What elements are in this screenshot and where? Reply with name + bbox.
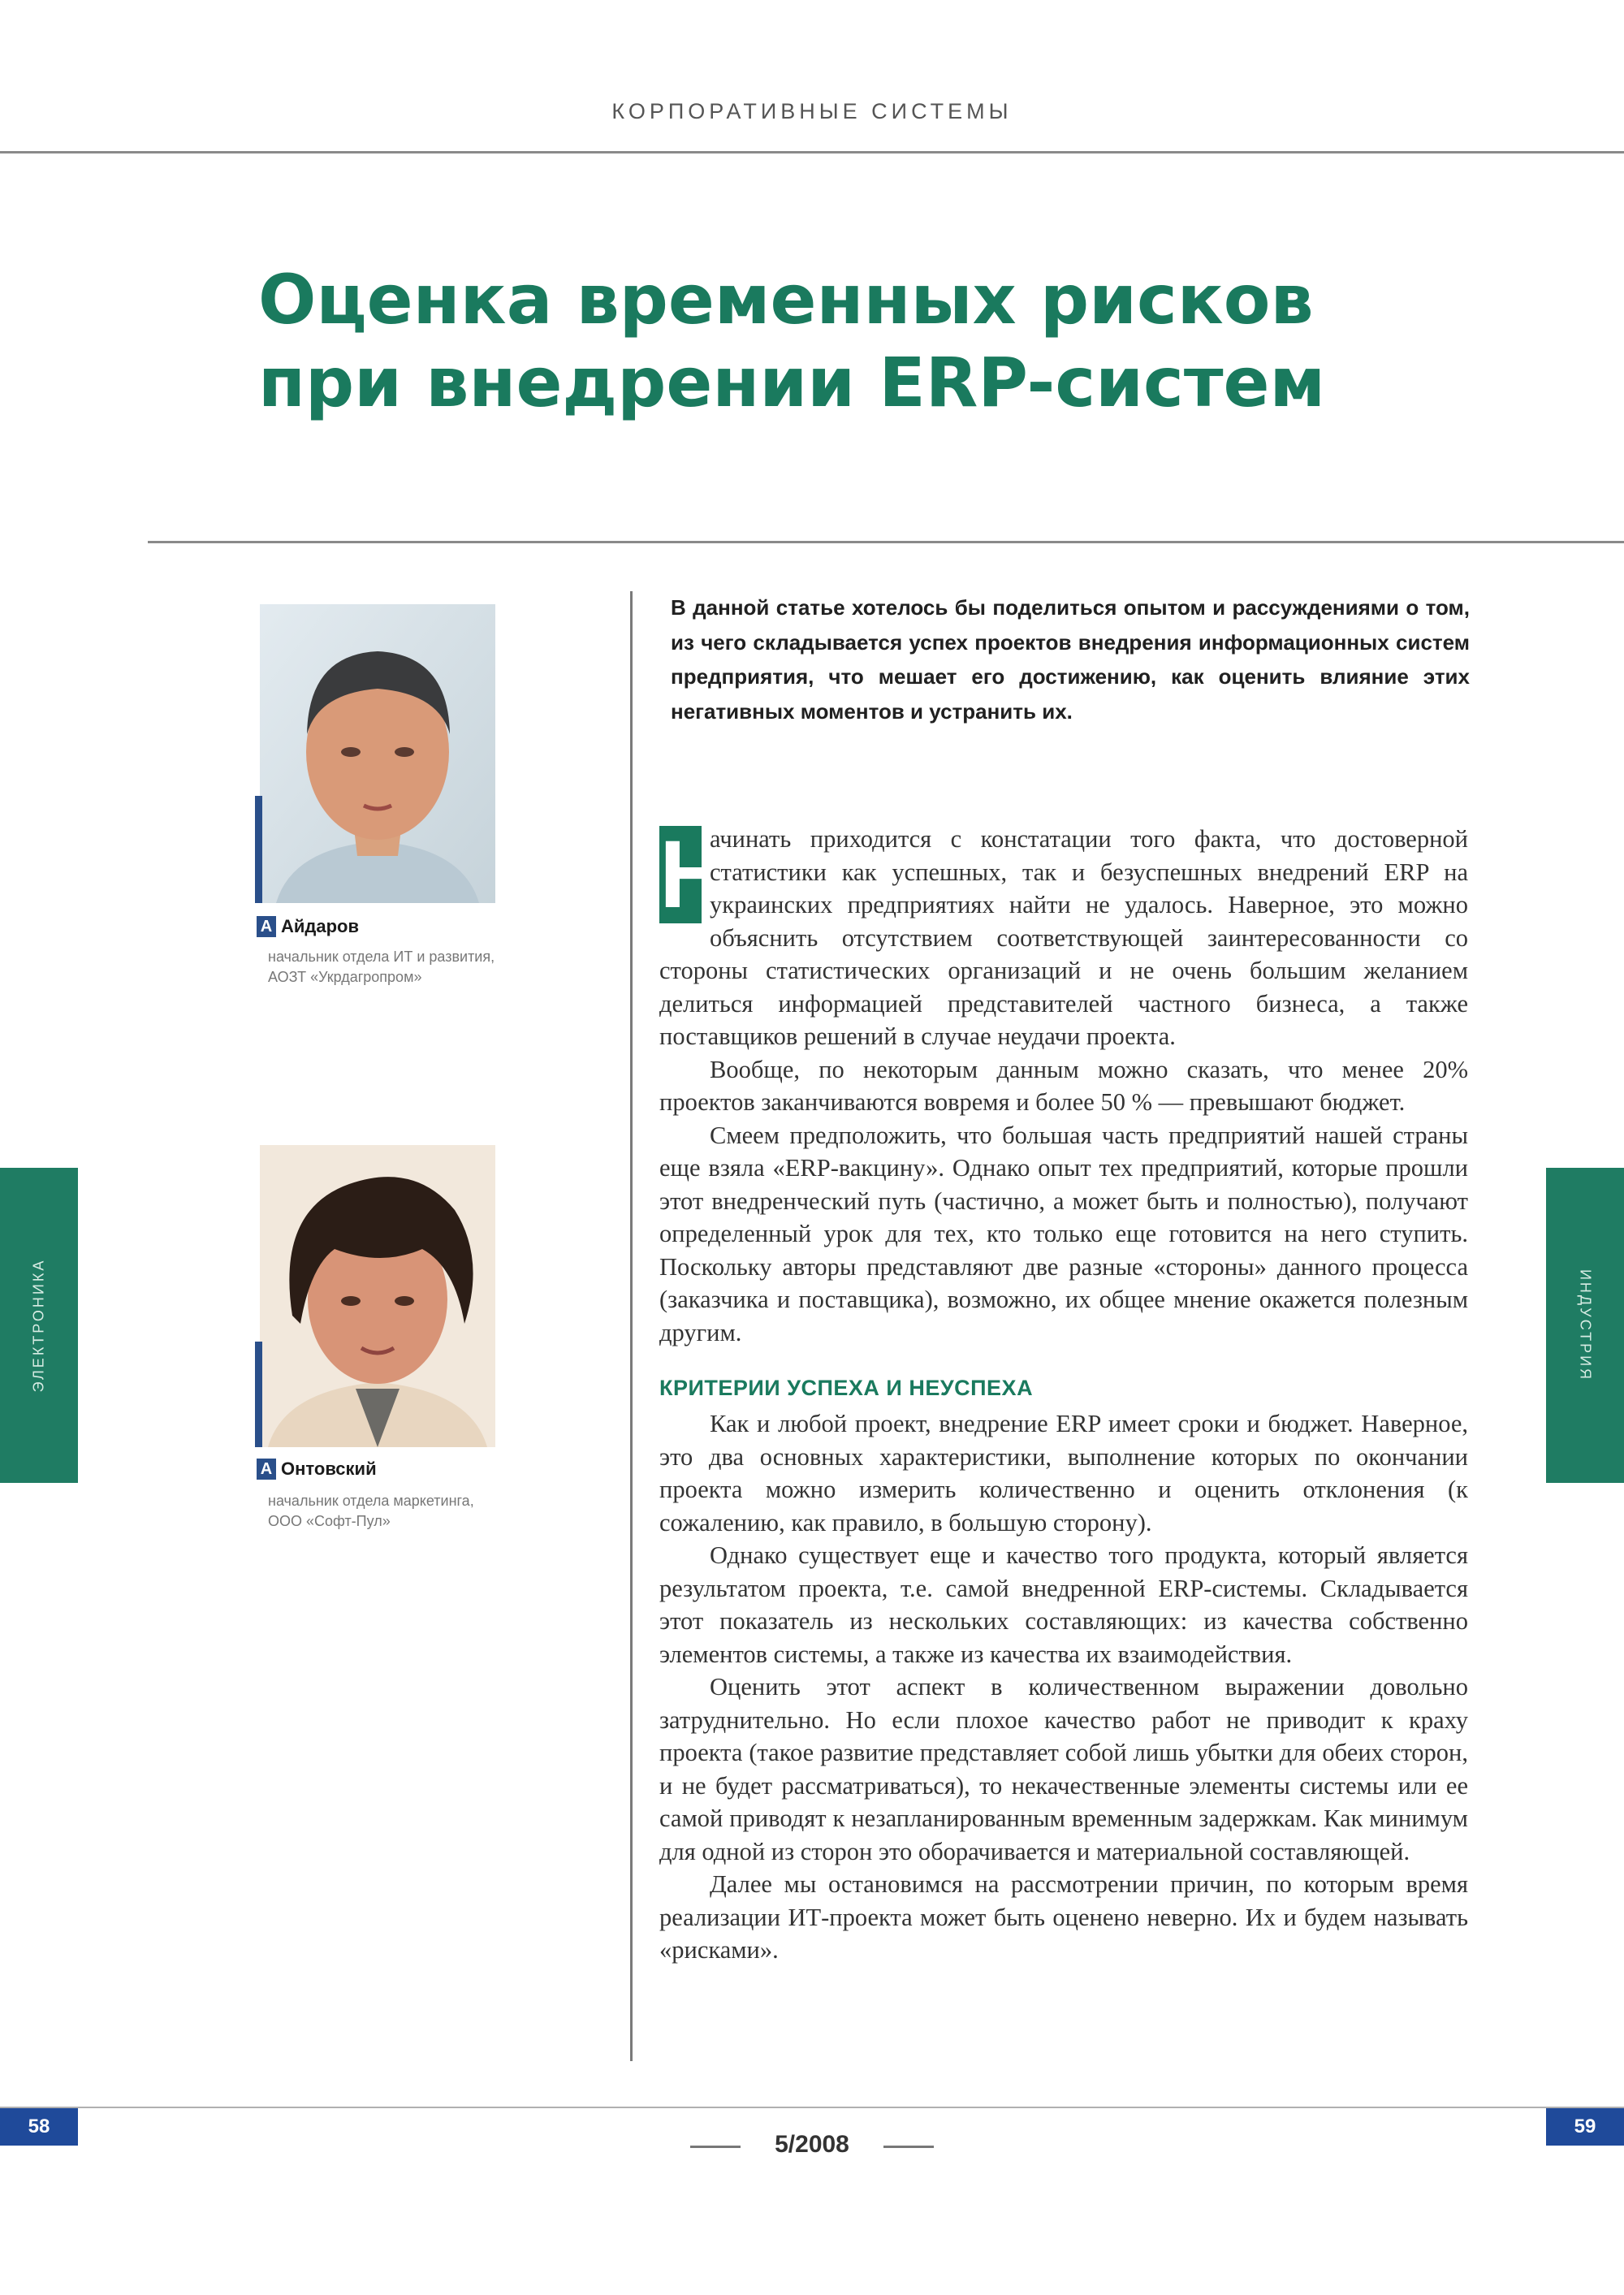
paragraph-6: Оценить этот аспект в количественном выражении довольно затруднительно. Но если плохое качество работ не приводит к краху проекта (такое развитие представляет собой лишь убытки для обеих сторон, и не будет рассматриваться), то некачественные элементы системы или ее самой приводят к незапланированным временным задержкам. Как минимум для одной из сторон это оборачивается и материальной составляющей. [659,1673,1468,1865]
article-lead: В данной статье хотелось бы поделиться опытом и рассуждениями о том, из чего складывается успех проектов внедрения информационных систем предприятия, что мешает его достижению, как оценить влияние этих негативных моментов и устранить их. [671,595,1470,724]
footer-rule [0,2107,1624,2108]
paragraph-3: Смеем предположить, что большая часть предприятий нашей страны еще взяла «ERP-вакцину». Однако опыт тех предприятий, которые прошли этот внедренческий путь (частично, а может быть и полностью), получают определенный урок для тех, кто только еще готовится на него ступить. Поскольку авторы представляют две разные «стороны» данного процесса (заказчика и поставщика), возможно, их общее мнение окажется полезным другим. [659,1121,1468,1346]
author-photo-1 [260,604,495,903]
side-tab-left: ЭЛЕКТРОНИКА [0,1168,78,1483]
paragraph-1: Н ачинать приходится с констатации того факта, что достоверной статистики как успешных, так и безуспешных внедрений ERP на украинских предприятиях найти не удалось. Наверное, это можно объяснить отсутствием соответствующей заинтересованности со стороны статистических организаций и не очень большим желанием делиться информацией представителей частного бизнеса, а также поставщиков решений в случае неудачи проекта. [659,821,1468,1050]
column-divider [630,591,633,2061]
running-header: КОРПОРАТИВНЫЕ СИСТЕМЫ [611,99,1013,123]
title-line-1: Оценка временных рисков [258,260,1314,339]
header-rule [0,151,1624,153]
title-line-2: при внедрении ERP-систем [258,343,1326,422]
author-role-2: начальник отдела маркетинга, ООО «Софт-Пул» [268,1493,474,1529]
article-title [258,258,1326,424]
page-number-right: 59 [1546,2108,1624,2146]
issue-number: 5/2008 [775,2131,849,2158]
author-role-1: начальник отдела ИТ и развития, АОЗТ «Укрдагропром» [268,949,495,985]
page-number-left: 58 [0,2108,78,2146]
title-rule [148,541,1624,543]
issue-line-right [883,2146,934,2148]
article-body [659,823,1468,1967]
side-tab-right: ИНДУСТРИЯ [1546,1168,1624,1483]
paragraph-7: Далее мы остановимся на рассмотрении причин, по которым время реализации ИТ-проекта может быть оценено неверно. Их и будем называть «рисками». [659,1870,1468,1964]
paragraph-2: Вообще, по некоторым данным можно сказать, что менее 20% проектов заканчиваются вовремя и более 50 % — превышают бюджет. [659,1055,1468,1116]
author-name-1: Айдаров [281,916,360,936]
section-heading: КРИТЕРИИ УСПЕХА И НЕУСПЕХА [659,1376,1034,1400]
author-name-2: Онтовский [281,1459,377,1479]
paragraph-4: Как и любой проект, внедрение ERP имеет сроки и бюджет. Наверное, это два основных характеристики, выполнение которых по окончании проекта можно измерить количественно и оценить отклонения (к сожалению, как правило, в большую сторону). [659,1410,1468,1536]
photo-accent-bar-2 [255,1342,262,1447]
photo-accent-bar-1 [255,796,262,903]
author-initial-2: А [257,1459,276,1480]
drop-cap: Н [659,821,729,928]
author-photo-2 [260,1145,495,1447]
paragraph-5: Однако существует еще и качество того продукта, который является результатом проекта, т.е. самой внедренной ERP-системы. Складывается этот показатель из нескольких составляющих: из качества собственно элементов системы, а также из качества их взаимодействия. [659,1541,1468,1668]
author-initial-1: А [257,916,276,937]
